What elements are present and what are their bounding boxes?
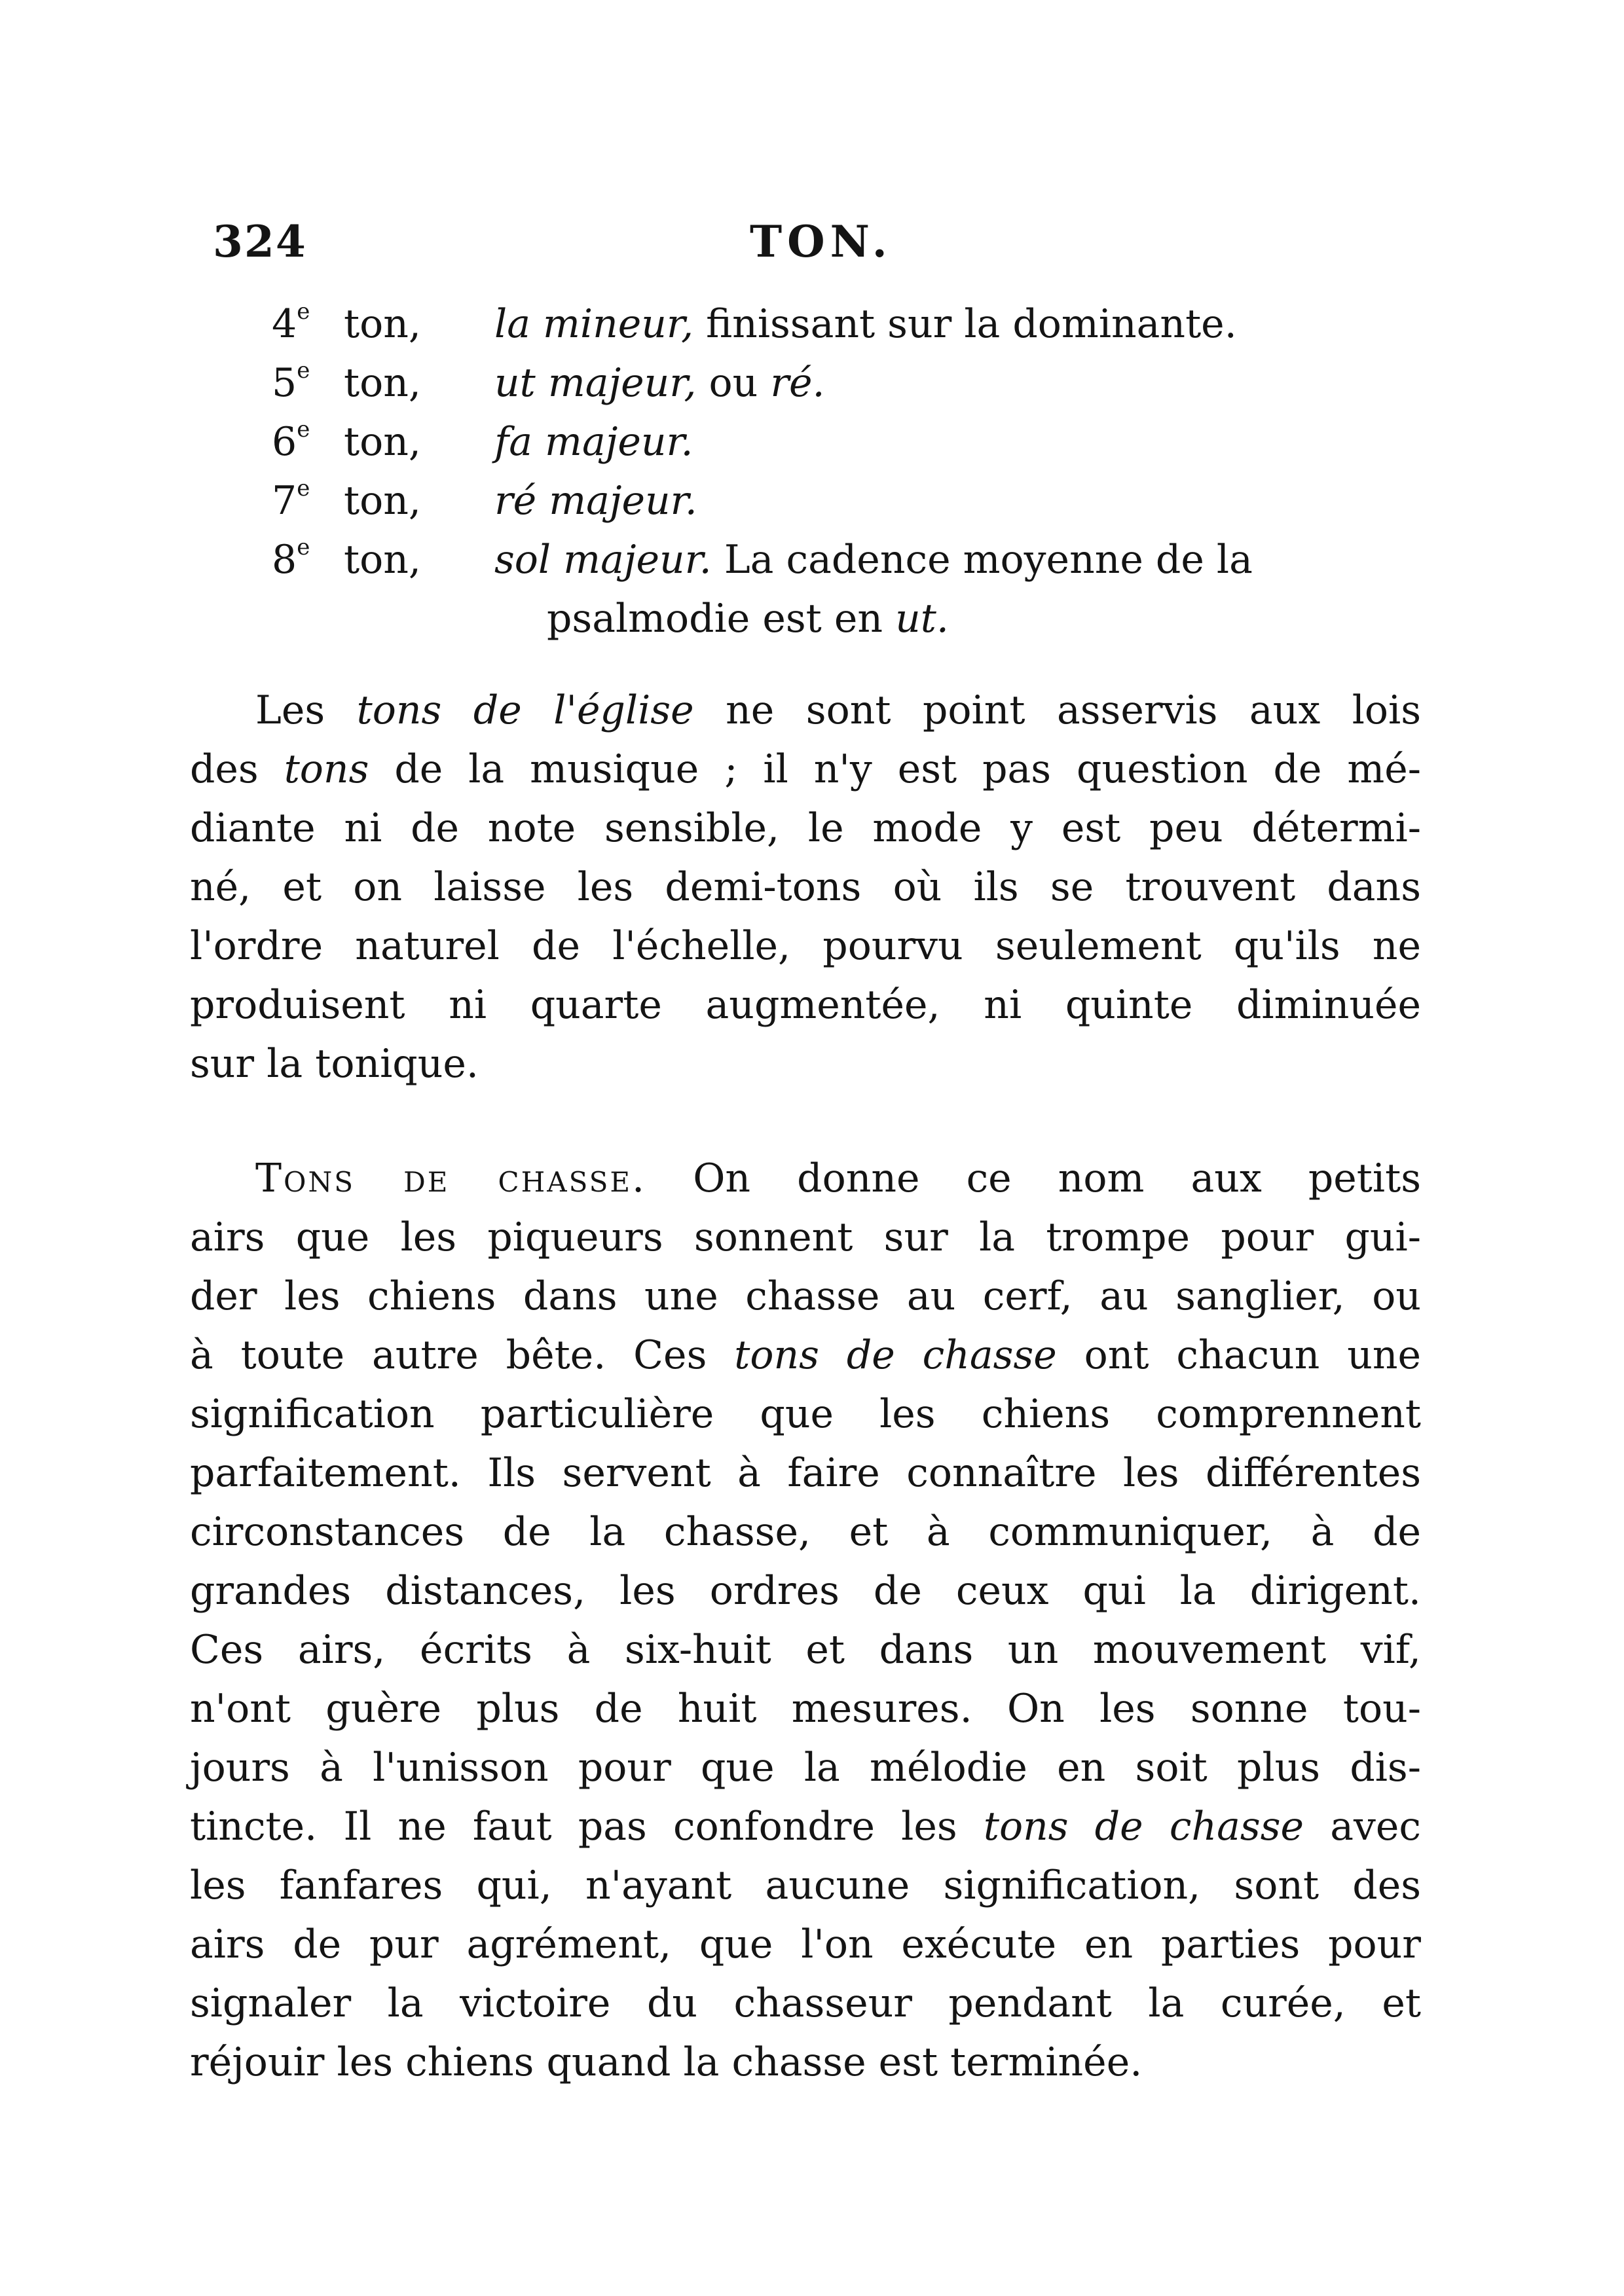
mode-row bbox=[272, 471, 1431, 530]
mode-ton-label: ton, bbox=[344, 419, 421, 465]
entry-heading: Tons de chasse. bbox=[255, 1156, 647, 1201]
running-title: TON. bbox=[750, 216, 893, 267]
page-header bbox=[213, 216, 1428, 275]
text-line: Tons de chasse. On donne ce nom aux petits bbox=[255, 1156, 1422, 1201]
paragraph-tons-de-chasse bbox=[190, 1149, 1421, 2092]
mode-description: fa majeur. bbox=[494, 419, 693, 465]
text-line: airs que les piqueurs sonnent sur la trompe pour gui- bbox=[190, 1214, 1421, 1260]
paragraph-church-tones bbox=[190, 681, 1421, 1093]
text-line: sur la tonique. bbox=[190, 1041, 479, 1087]
text-line: produisent ni quarte augmentée, ni quinte diminuée bbox=[190, 982, 1421, 1028]
mode-description: sol majeur. La cadence moyenne de la bbox=[494, 537, 1253, 583]
mode-ton-label: ton, bbox=[344, 360, 421, 406]
mode-description: la mineur, finissant sur la dominante. bbox=[494, 301, 1237, 347]
text-line: circonstances de la chasse, et à communiquer, à de bbox=[190, 1509, 1421, 1555]
text-line: des tons de la musique ; il n'y est pas question de mé- bbox=[190, 746, 1422, 792]
text-line: réjouir les chiens quand la chasse est terminée. bbox=[190, 2039, 1143, 2085]
mode-description: ré majeur. bbox=[494, 478, 697, 524]
mode-row bbox=[272, 295, 1431, 354]
mode-ton-label: ton, bbox=[344, 537, 421, 583]
mode-description: ut majeur, ou ré. bbox=[494, 360, 825, 406]
text-line: les fanfares qui, n'ayant aucune signification, sont des bbox=[190, 1863, 1421, 1908]
text-line: der les chiens dans une chasse au cerf, au sanglier, ou bbox=[190, 1273, 1421, 1319]
text-line: Les tons de l'église ne sont point asservis aux lois bbox=[255, 687, 1421, 733]
text-line: signification particulière que les chiens comprennent bbox=[190, 1391, 1421, 1437]
text-line: diante ni de note sensible, le mode y est peu détermi- bbox=[190, 805, 1421, 851]
mode-number: 4e bbox=[272, 299, 310, 347]
mode-ton-label: ton, bbox=[344, 478, 421, 524]
text-line: signaler la victoire du chasseur pendant la curée, et bbox=[190, 1980, 1421, 2026]
mode-ton-label: ton, bbox=[344, 301, 421, 347]
church-modes-list bbox=[272, 295, 1431, 642]
text-line: n'ont guère plus de huit mesures. On les sonne tou- bbox=[190, 1686, 1421, 1732]
page-number: 324 bbox=[213, 216, 307, 267]
mode-row bbox=[272, 354, 1431, 412]
text-line: airs de pur agrément, que l'on exécute en parties pour bbox=[190, 1922, 1421, 1967]
mode-number: 5e bbox=[272, 357, 310, 406]
mode-continuation: psalmodie est en ut. bbox=[547, 596, 949, 642]
text-line: tincte. Il ne faut pas confondre les tons de chasse avec bbox=[190, 1804, 1422, 1850]
mode-row bbox=[272, 412, 1431, 471]
text-line: jours à l'unisson pour que la mélodie en soit plus dis- bbox=[190, 1745, 1421, 1791]
mode-number: 6e bbox=[272, 416, 310, 465]
text-line: parfaitement. Ils servent à faire connaître les différentes bbox=[190, 1450, 1421, 1496]
mode-row bbox=[272, 530, 1431, 642]
text-line: né, et on laisse les demi-tons où ils se trouvent dans bbox=[190, 864, 1421, 910]
mode-number: 7e bbox=[272, 475, 310, 524]
text-line: l'ordre naturel de l'échelle, pourvu seulement qu'ils ne bbox=[190, 923, 1421, 969]
text-line: grandes distances, les ordres de ceux qui la dirigent. bbox=[190, 1568, 1421, 1614]
mode-number: 8e bbox=[272, 534, 310, 583]
text-line: à toute autre bête. Ces tons de chasse ont chacun une bbox=[190, 1332, 1421, 1378]
text-line: Ces airs, écrits à six-huit et dans un mouvement vif, bbox=[190, 1627, 1421, 1673]
